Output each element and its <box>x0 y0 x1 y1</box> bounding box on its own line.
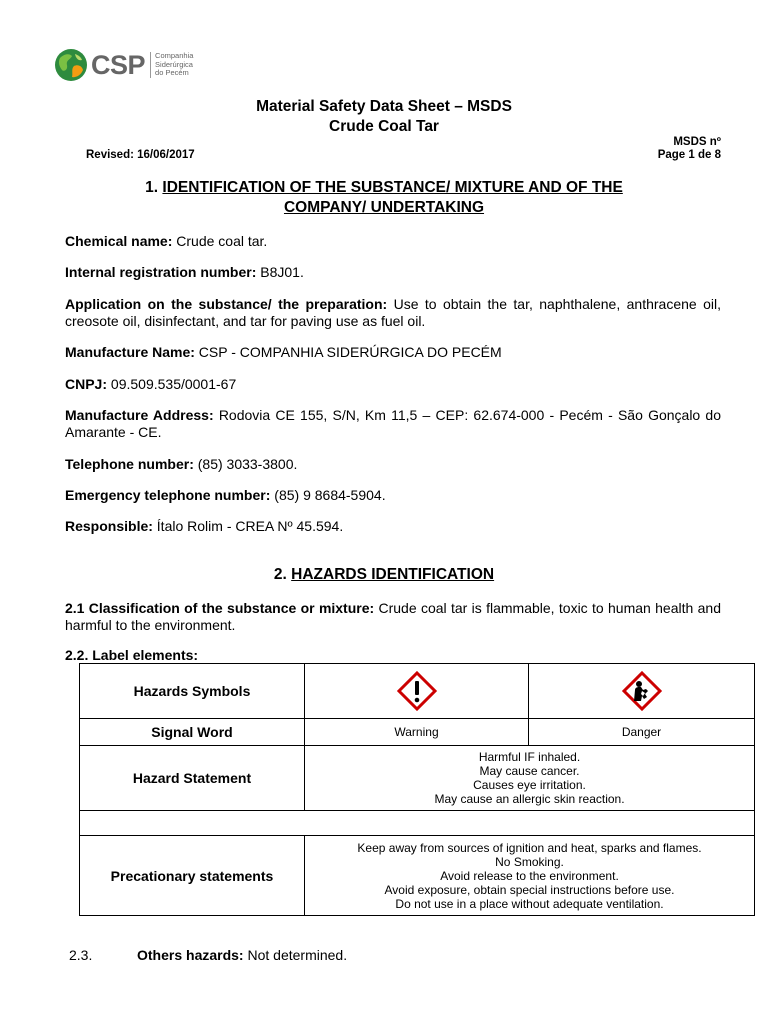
document-title: Material Safety Data Sheet – MSDS <box>256 98 512 115</box>
section1-heading-cont <box>60 198 708 218</box>
precautionary-cell <box>305 836 755 916</box>
table-row <box>80 719 755 746</box>
classification <box>65 600 721 634</box>
telephone <box>65 456 721 473</box>
application-label: Application on the substance/ the preparation: <box>65 296 388 312</box>
cnpj-label: CNPJ: <box>65 376 108 392</box>
health-hazard-icon <box>622 671 662 711</box>
manufacture-address-label: Manufacture Address: <box>65 407 214 423</box>
hazard-symbols-label: Hazards Symbols <box>80 664 305 719</box>
hazard-statement-line: May cause cancer. <box>479 764 580 778</box>
hazard-statement-line: Causes eye irritation. <box>473 778 586 792</box>
cnpj-value: 09.509.535/0001-67 <box>107 376 237 392</box>
manufacture-address-value: Rodovia CE 155, S/N, Km 11,5 – CEP: 62.674-000 - Pecém - São Gonçalo do Amarante - CE. <box>65 407 721 440</box>
table-row <box>80 811 755 836</box>
section2-number: 2. <box>273 566 287 583</box>
manufacture-name <box>65 344 721 361</box>
hazard-statement-cell <box>305 746 755 811</box>
table-row <box>80 664 755 719</box>
section1-number: 1. <box>145 179 159 196</box>
precautionary-line: No Smoking. <box>495 854 564 869</box>
logo-subtitle-line: do Pecém <box>155 68 189 78</box>
logo-divider <box>150 52 151 78</box>
classification-value: Crude coal tar is flammable, toxic to human health and harmful to the environment. <box>65 600 721 633</box>
company-logo <box>54 48 207 82</box>
section2-heading-text: HAZARDS IDENTIFICATION <box>291 566 495 583</box>
precautionary-label: Precationary statements <box>80 836 305 916</box>
document-subtitle: Crude Coal Tar <box>329 118 439 135</box>
telephone-value: (85) 3033-3800. <box>193 456 298 472</box>
section1-heading-line1: IDENTIFICATION OF THE SUBSTANCE/ MIXTURE AND OF THE <box>162 179 623 196</box>
responsible-label: Responsible: <box>65 518 153 534</box>
hazard-statement-label: Hazard Statement <box>80 746 305 811</box>
application <box>65 296 721 330</box>
manufacture-name-value: CSP - COMPANHIA SIDERÚRGICA DO PECÉM <box>194 344 502 360</box>
logo-acronym: CSP <box>91 50 146 80</box>
emergency-telephone <box>65 487 721 504</box>
responsible-value: Ítalo Rolim - CREA Nº 45.594. <box>152 518 344 534</box>
label-elements-heading: 2.2. Label elements: <box>65 647 199 663</box>
table-row <box>80 836 755 916</box>
hazard-statement-line: Harmful IF inhaled. <box>478 750 581 764</box>
internal-registration-label: Internal registration number: <box>65 264 257 280</box>
emergency-telephone-value: (85) 9 8684-5904. <box>270 487 386 503</box>
table-row <box>80 746 755 811</box>
precautionary-line: Do not use in a place without adequate ventilation. <box>395 896 664 911</box>
telephone-label: Telephone number: <box>65 456 194 472</box>
manufacture-name-label: Manufacture Name: <box>65 344 195 360</box>
signal-word-danger: Danger <box>529 719 755 746</box>
hazard-symbol-cell <box>529 664 755 719</box>
section2-heading <box>60 565 708 585</box>
section1-heading <box>60 178 708 198</box>
exclamation-mark-icon <box>397 671 437 711</box>
precautionary-line: Avoid exposure, obtain special instructions before use. <box>384 882 675 897</box>
chemical-name <box>65 233 721 250</box>
precautionary-line: Keep away from sources of ignition and heat, sparks and flames. <box>357 840 702 855</box>
chemical-name-value: Crude coal tar. <box>172 233 268 249</box>
globe-logo-icon <box>54 48 88 82</box>
hazard-symbol-cell <box>305 664 529 719</box>
logo-subtitle-line: Companhia <box>155 51 194 61</box>
empty-row-cell <box>80 811 755 836</box>
chemical-name-label: Chemical name: <box>65 233 173 249</box>
hazard-statement-line: May cause an allergic skin reaction. <box>434 792 625 806</box>
logo-subtitle-line: Siderúrgica <box>155 59 193 69</box>
signal-word-warning: Warning <box>305 719 529 746</box>
responsible <box>65 518 721 535</box>
internal-registration-value: B8J01. <box>256 264 304 280</box>
precautionary-line: Avoid release to the environment. <box>440 868 619 883</box>
others-hazards-number: 2.3. <box>69 947 93 963</box>
others-hazards <box>137 947 347 963</box>
cnpj <box>65 376 721 393</box>
application-value: Use to obtain the tar, naphthalene, anthracene oil, creosote oil, disinfectant, and tar for paving use as fuel oil. <box>65 296 721 329</box>
section1-heading-line2: COMPANY/ UNDERTAKING <box>283 199 485 216</box>
signal-word-label: Signal Word <box>80 719 305 746</box>
others-hazards-value: Not determined. <box>243 947 348 963</box>
others-hazards-label: Others hazards: <box>137 947 244 963</box>
manufacture-address <box>65 407 721 441</box>
classification-label: 2.1 Classification of the substance or mixture: <box>65 600 375 616</box>
internal-registration <box>65 264 721 281</box>
hazards-table <box>79 663 755 916</box>
logo-subtitle <box>155 52 207 78</box>
msds-number: MSDS nº <box>673 136 721 148</box>
emergency-telephone-label: Emergency telephone number: <box>65 487 271 503</box>
revised-date: Revised: 16/06/2017 <box>86 149 195 161</box>
page-number: Page 1 de 8 <box>657 149 721 161</box>
